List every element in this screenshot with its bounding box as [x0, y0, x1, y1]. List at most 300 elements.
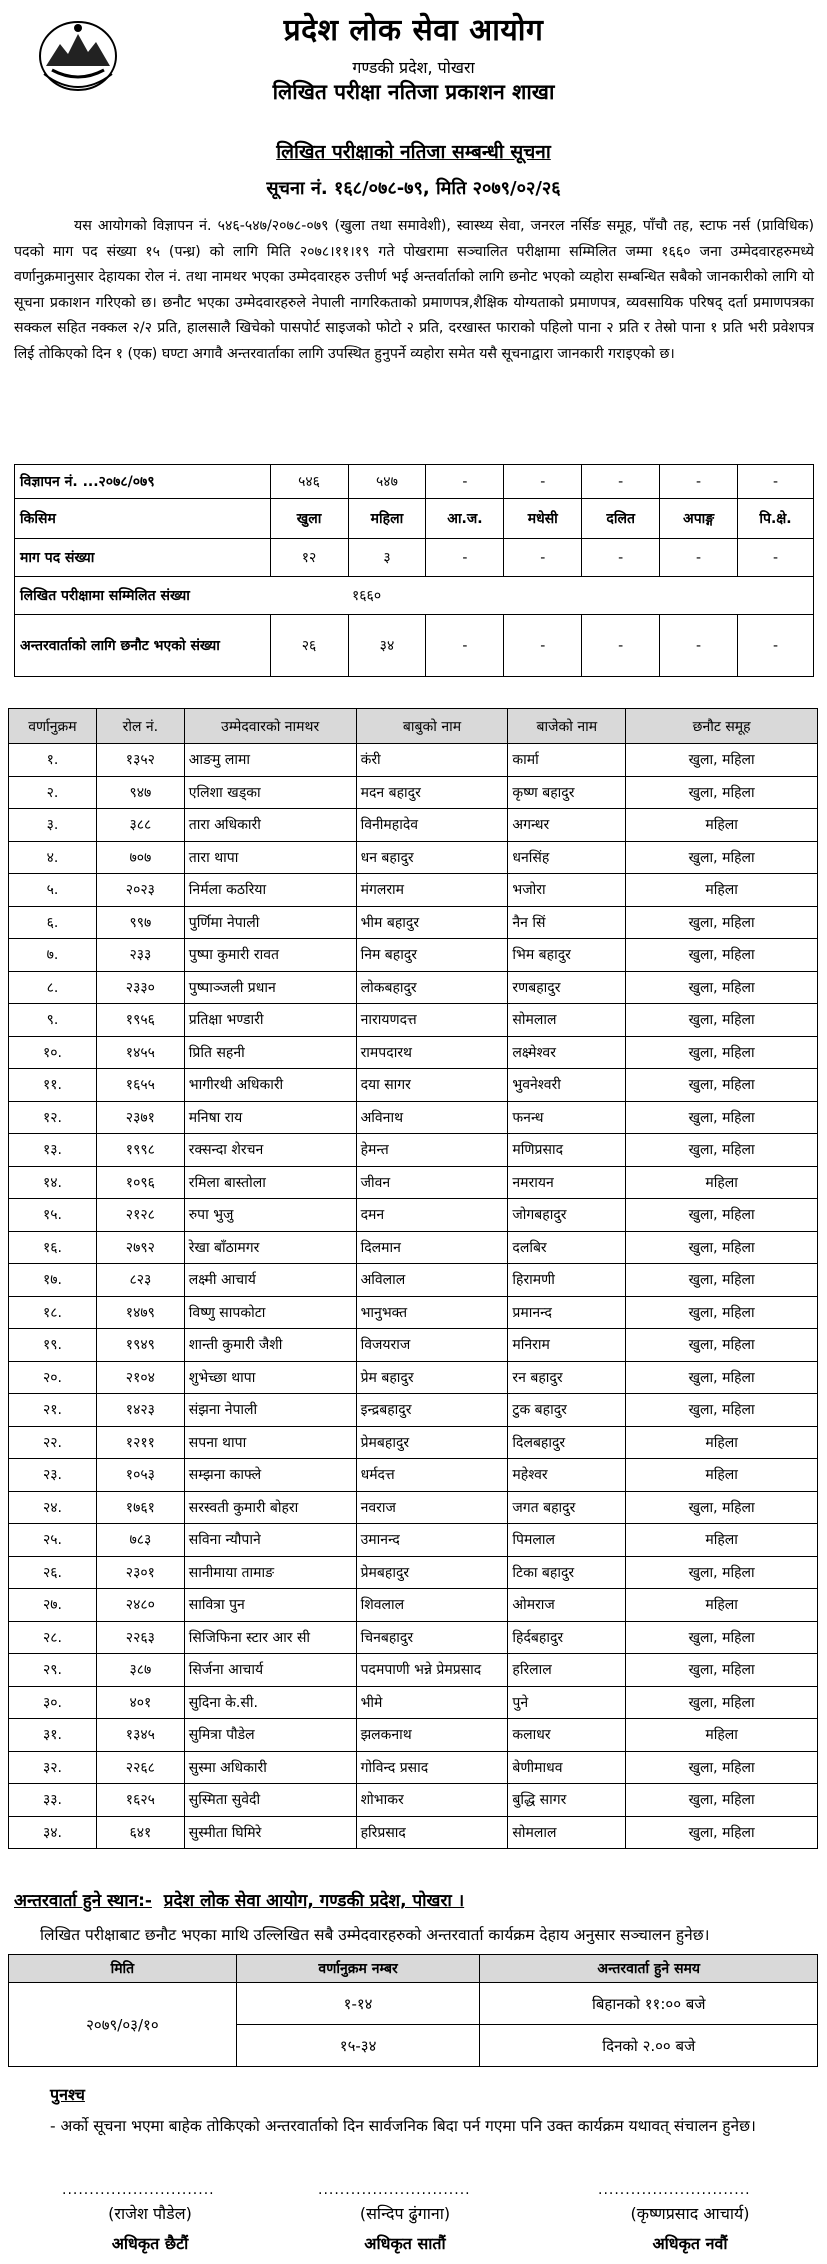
cell-name: सरस्वती कुमारी बोहरा — [184, 1491, 356, 1524]
cell-grandfather: कृष्ण बहादुर — [508, 776, 626, 809]
cell-serial: १९. — [9, 1329, 97, 1362]
summary-cell: - — [660, 539, 738, 577]
cell-name: तारा थापा — [184, 841, 356, 874]
cell-name: पुर्णिमा नेपाली — [184, 906, 356, 939]
cell-group: महिला — [626, 809, 818, 842]
cell-name: प्रतिक्षा भण्डारी — [184, 1004, 356, 1037]
cell-serial: २३. — [9, 1459, 97, 1492]
cell-roll: १६२५ — [96, 1784, 184, 1817]
cell-group: खुला, महिला — [626, 1394, 818, 1427]
cell-grandfather: दिलबहादुर — [508, 1426, 626, 1459]
cell-roll: १४७९ — [96, 1296, 184, 1329]
cell-roll: २३७१ — [96, 1101, 184, 1134]
schedule-header-row — [9, 1955, 818, 1983]
cell-roll: १९९८ — [96, 1134, 184, 1167]
cell-father: दया सागर — [356, 1069, 508, 1102]
summary-row-type — [15, 499, 814, 539]
cell-name: रुपा भुजु — [184, 1199, 356, 1232]
cell-grandfather: बुद्धि सागर — [508, 1784, 626, 1817]
summary-label: माग पद संख्या — [15, 539, 271, 577]
cell-roll: १०९६ — [96, 1166, 184, 1199]
cell-roll: १६५५ — [96, 1069, 184, 1102]
cell-roll: २०२३ — [96, 874, 184, 907]
cell-grandfather: लक्ष्मेश्वर — [508, 1036, 626, 1069]
cell-roll: ३८७ — [96, 1654, 184, 1687]
cell-group: खुला, महिला — [626, 906, 818, 939]
summary-cell: - — [738, 539, 814, 577]
col-header-roll: रोल नं. — [96, 709, 184, 744]
cell-group: खुला, महिला — [626, 1264, 818, 1297]
letterhead — [0, 0, 827, 104]
interview-venue — [14, 1888, 464, 1911]
signatory-post: अधिकृत सातौं — [364, 2234, 446, 2253]
cell-grandfather: भजोरा — [508, 874, 626, 907]
cell-name: भागीरथी अधिकारी — [184, 1069, 356, 1102]
summary-cell: ३ — [348, 539, 426, 577]
cell-group: खुला, महिला — [626, 1556, 818, 1589]
cell-group: खुला, महिला — [626, 1069, 818, 1102]
summary-cell: दलित — [582, 499, 660, 539]
org-title: प्रदेश लोक सेवा आयोग — [283, 13, 544, 48]
table-row — [9, 1199, 818, 1232]
cell-group: खुला, महिला — [626, 841, 818, 874]
table-row — [9, 776, 818, 809]
cell-group: महिला — [626, 1719, 818, 1752]
cell-name: पुष्पा कुमारी रावत — [184, 939, 356, 972]
table-row — [9, 1134, 818, 1167]
cell-serial: २५. — [9, 1524, 97, 1557]
cell-group: खुला, महिला — [626, 1101, 818, 1134]
cell-roll: १३५२ — [96, 744, 184, 777]
table-row — [9, 1329, 818, 1362]
cell-grandfather: रणबहादुर — [508, 971, 626, 1004]
cell-serial: २०. — [9, 1361, 97, 1394]
cell-father: दिलमान — [356, 1231, 508, 1264]
cell-grandfather: रन बहादुर — [508, 1361, 626, 1394]
summary-label: लिखित परीक्षामा सम्मिलित संख्या — [15, 577, 349, 615]
cell-serial: ३२. — [9, 1751, 97, 1784]
cell-name: सिजिफिना स्टार आर सी — [184, 1621, 356, 1654]
cell-group: खुला, महिला — [626, 1004, 818, 1037]
table-row — [9, 1524, 818, 1557]
cell-serial: २२. — [9, 1426, 97, 1459]
cell-grandfather: अगन्धर — [508, 809, 626, 842]
cell-grandfather: दलबिर — [508, 1231, 626, 1264]
table-row — [9, 1589, 818, 1622]
venue-label: अन्तरवार्ता हुने स्थान:- — [14, 1891, 152, 1911]
cell-group: महिला — [626, 1166, 818, 1199]
cell-name: मनिषा राय — [184, 1101, 356, 1134]
cell-father: भीम बहादुर — [356, 906, 508, 939]
table-row — [9, 1069, 818, 1102]
cell-grandfather: नैन सिं — [508, 906, 626, 939]
cell-roll: १४२३ — [96, 1394, 184, 1427]
col-header-group: छनौट समूह — [626, 709, 818, 744]
schedule-header-date: मिति — [9, 1955, 237, 1983]
cell-group: खुला, महिला — [626, 1361, 818, 1394]
cell-father: हरिप्रसाद — [356, 1816, 508, 1849]
cell-serial: ४. — [9, 841, 97, 874]
cell-name: प्रिति सहनी — [184, 1036, 356, 1069]
cell-grandfather: भुवनेश्वरी — [508, 1069, 626, 1102]
schedule-header-time: अन्तरवार्ता हुने समय — [480, 1955, 818, 1983]
table-row — [9, 1621, 818, 1654]
cell-group: खुला, महिला — [626, 776, 818, 809]
cell-grandfather: मनिराम — [508, 1329, 626, 1362]
cell-name: शान्ती कुमारी जैशी — [184, 1329, 356, 1362]
signatory-name: (राजेश पौडेल) — [108, 2204, 192, 2223]
summary-cell: ३४ — [348, 615, 426, 677]
summary-cell: आ.ज. — [426, 499, 504, 539]
cell-grandfather: टिका बहादुर — [508, 1556, 626, 1589]
summary-cell: खुला — [270, 499, 348, 539]
summary-label: अन्तरवार्ताको लागि छनौट भएको संख्या — [15, 615, 271, 677]
cell-grandfather: बेणीमाधव — [508, 1751, 626, 1784]
table-row — [9, 1491, 818, 1524]
cell-roll: २३३० — [96, 971, 184, 1004]
signature-line: ............................ — [318, 2182, 471, 2198]
cell-group: खुला, महिला — [626, 1621, 818, 1654]
cell-name: सविना न्यौपाने — [184, 1524, 356, 1557]
cell-grandfather: प्रमानन्द — [508, 1296, 626, 1329]
cell-father: धन बहादुर — [356, 841, 508, 874]
cell-grandfather: फनन्ध — [508, 1101, 626, 1134]
col-header-father: बाबुको नाम — [356, 709, 508, 744]
cell-serial: १३. — [9, 1134, 97, 1167]
col-header-name: उम्मेदवारको नामथर — [184, 709, 356, 744]
cell-name: सुस्मा अधिकारी — [184, 1751, 356, 1784]
cell-name: सपना थापा — [184, 1426, 356, 1459]
cell-father: रामपदारथ — [356, 1036, 508, 1069]
cell-grandfather: कलाधर — [508, 1719, 626, 1752]
org-subtitle: गण्डकी प्रदेश, पोखरा — [352, 58, 475, 77]
cell-name: सुस्मिता सुवेदी — [184, 1784, 356, 1817]
summary-cell: - — [582, 615, 660, 677]
cell-group: महिला — [626, 1524, 818, 1557]
cell-father: झलकनाथ — [356, 1719, 508, 1752]
cell-name: सुस्मीता घिमिरे — [184, 1816, 356, 1849]
cell-group: महिला — [626, 874, 818, 907]
cell-serial: ६. — [9, 906, 97, 939]
col-header-grandfather: बाजेको नाम — [508, 709, 626, 744]
cell-serial: ३४. — [9, 1816, 97, 1849]
table-row — [9, 1166, 818, 1199]
cell-roll: २२६८ — [96, 1751, 184, 1784]
schedule-row — [9, 1983, 818, 2025]
schedule-time: दिनको २.०० बजे — [480, 2025, 818, 2067]
schedule-header-serial: वर्णानुक्रम नम्बर — [236, 1955, 480, 1983]
cell-serial: २७. — [9, 1589, 97, 1622]
cell-group: महिला — [626, 1589, 818, 1622]
cell-father: शिवलाल — [356, 1589, 508, 1622]
summary-cell: - — [426, 539, 504, 577]
cell-father: विजयराज — [356, 1329, 508, 1362]
cell-father: मदन बहादुर — [356, 776, 508, 809]
cell-name: निर्मला कठरिया — [184, 874, 356, 907]
cell-father: शोभाकर — [356, 1784, 508, 1817]
cell-father: जीवन — [356, 1166, 508, 1199]
cell-roll: ७८३ — [96, 1524, 184, 1557]
cell-roll: १०५३ — [96, 1459, 184, 1492]
summary-cell: - — [504, 539, 582, 577]
schedule-serial: १-१४ — [236, 1983, 480, 2025]
cell-grandfather: ओमराज — [508, 1589, 626, 1622]
summary-cell: - — [504, 465, 582, 499]
cell-grandfather: टुक बहादुर — [508, 1394, 626, 1427]
cell-father: विनीमहादेव — [356, 809, 508, 842]
summary-cell: - — [738, 615, 814, 677]
summary-cell: - — [426, 615, 504, 677]
cell-father: चिनबहादुर — [356, 1621, 508, 1654]
venue-place: प्रदेश लोक सेवा आयोग, गण्डकी प्रदेश, पोखरा । — [163, 1891, 465, 1911]
table-row — [9, 809, 818, 842]
cell-serial: १५. — [9, 1199, 97, 1232]
cell-grandfather: जगत बहादुर — [508, 1491, 626, 1524]
table-row — [9, 1264, 818, 1297]
cell-group: खुला, महिला — [626, 1816, 818, 1849]
cell-name: रमिला बास्तोला — [184, 1166, 356, 1199]
cell-father: प्रेमबहादुर — [356, 1556, 508, 1589]
cell-grandfather: जोगबहादुर — [508, 1199, 626, 1232]
summary-cell: - — [426, 465, 504, 499]
cell-roll: २७९२ — [96, 1231, 184, 1264]
cell-name: रेखा बाँठामगर — [184, 1231, 356, 1264]
cell-name: शुभेच्छा थापा — [184, 1361, 356, 1394]
cell-serial: १. — [9, 744, 97, 777]
table-row — [9, 1686, 818, 1719]
cell-roll: ३८८ — [96, 809, 184, 842]
cell-roll: २३०१ — [96, 1556, 184, 1589]
cell-father: अविलाल — [356, 1264, 508, 1297]
cell-grandfather: सोमलाल — [508, 1004, 626, 1037]
cell-group: खुला, महिला — [626, 971, 818, 1004]
table-row — [9, 1459, 818, 1492]
cell-father: लोकबहादुर — [356, 971, 508, 1004]
cell-name: एलिशा खड्का — [184, 776, 356, 809]
notice-title: लिखित परीक्षाको नतिजा सम्बन्धी सूचना — [276, 141, 551, 163]
cell-father: भानुभक्त — [356, 1296, 508, 1329]
cell-serial: ५. — [9, 874, 97, 907]
cell-serial: १७. — [9, 1264, 97, 1297]
notice-body: यस आयोगको विज्ञापन नं. ५४६-५४७/२०७८-०७९ (खुला तथा समावेशी), स्वास्थ्य सेवा, जनरल नर्सिङ समूह, पाँचौ तह, स्टाफ नर्स (प्राविधिक) पदको माग पद संख्या १५ (पन्ध्र) को लागि मिति २०७८।११।१९ गते पोखरामा सञ्चालित परीक्षामा सम्मिलित जम्मा १६६० जना उम्मेदवारहरुमध्ये वर्णानुक्रमानुसार देहायका रोल नं. तथा नामथर भएका उम्मेदवारहरु उत्तीर्ण भई अन्तर्वार्ताको लागि छनोट भएको व्यहोरा सम्बन्धित सबैको जानकारीको लागि यो सूचना प्रकाशन गरिएको छ। छनौट भएका उम्मेदवारहरुले नेपाली नागरिकताको प्रमाणपत्र,शैक्षिक योग्यताको प्रमाणपत्र, व्यवसायिक परिषद् दर्ता प्रमाणपत्रका सक्कल सहित नक्कल २/२ प्रति, हालसालै खिचेको पासपोर्ट साइजको फोटो २ प्रति, दरखास्त फाराको पहिलो पाना २ प्रति र तेस्रो पाना १ प्रति भरी प्रवेशपत्र लिई तोकिएको दिन १ (एक) घण्टा अगावै अन्तरवार्ताका लागि उपस्थित हुनुपर्ने व्यहोरा समेत यसै सूचनाद्वारा जानकारी गराइएको छ। — [14, 218, 814, 362]
summary-label: किसिम — [15, 499, 271, 539]
cell-roll: ७०७ — [96, 841, 184, 874]
summary-cell: - — [504, 615, 582, 677]
table-row — [9, 1036, 818, 1069]
table-row — [9, 1719, 818, 1752]
cell-roll: ९४७ — [96, 776, 184, 809]
cell-group: खुला, महिला — [626, 1329, 818, 1362]
results-header-row — [9, 709, 818, 744]
cell-roll: २४८० — [96, 1589, 184, 1622]
cell-father: निम बहादुर — [356, 939, 508, 972]
cell-serial: १८. — [9, 1296, 97, 1329]
summary-cell: ५४७ — [348, 465, 426, 499]
summary-cell: अपाङ्ग — [660, 499, 738, 539]
cell-serial: ७. — [9, 939, 97, 972]
table-row — [9, 971, 818, 1004]
summary-cell: - — [582, 465, 660, 499]
table-row — [9, 744, 818, 777]
signatory-post: अधिकृत नवौं — [652, 2234, 728, 2253]
cell-serial: ११. — [9, 1069, 97, 1102]
summary-cell: २६ — [270, 615, 348, 677]
cell-serial: २१. — [9, 1394, 97, 1427]
cell-grandfather: पुने — [508, 1686, 626, 1719]
cell-group: खुला, महिला — [626, 939, 818, 972]
cell-name: तारा अधिकारी — [184, 809, 356, 842]
cell-serial: ३०. — [9, 1686, 97, 1719]
results-table — [8, 708, 818, 1849]
cell-group: खुला, महिला — [626, 1686, 818, 1719]
summary-cell: - — [582, 539, 660, 577]
cell-roll: २१०४ — [96, 1361, 184, 1394]
cell-father: पदमपाणी भन्ने प्रेमप्रसाद — [356, 1654, 508, 1687]
summary-row-demand — [15, 539, 814, 577]
cell-group: खुला, महिला — [626, 1231, 818, 1264]
cell-serial: १०. — [9, 1036, 97, 1069]
schedule-serial: १५-३४ — [236, 2025, 480, 2067]
cell-name: विष्णु सापकोटा — [184, 1296, 356, 1329]
cell-serial: ३१. — [9, 1719, 97, 1752]
cell-group: खुला, महिला — [626, 1784, 818, 1817]
cell-father: कंरी — [356, 744, 508, 777]
cell-serial: ३. — [9, 809, 97, 842]
cell-group: खुला, महिला — [626, 1296, 818, 1329]
cell-father: नारायणदत्त — [356, 1004, 508, 1037]
table-row — [9, 841, 818, 874]
table-row — [9, 1296, 818, 1329]
summary-cell: - — [660, 465, 738, 499]
cell-grandfather: धनसिंह — [508, 841, 626, 874]
schedule-date: २०७९/०३/१० — [9, 1983, 237, 2067]
cell-grandfather: पिमलाल — [508, 1524, 626, 1557]
cell-roll: १३४५ — [96, 1719, 184, 1752]
signatory-post: अधिकृत छैटौं — [111, 2234, 189, 2253]
cell-father: मंगलराम — [356, 874, 508, 907]
cell-serial: १६. — [9, 1231, 97, 1264]
signatory-name: (कृष्णप्रसाद आचार्य) — [630, 2204, 750, 2223]
cell-name: सावित्रा पुन — [184, 1589, 356, 1622]
notice-number: सूचना नं. १६८/०७८-७९, मिति २०७९/०२/२६ — [266, 178, 561, 199]
cell-father: अविनाथ — [356, 1101, 508, 1134]
org-branch: लिखित परीक्षा नतिजा प्रकाशन शाखा — [272, 80, 555, 104]
cell-group: खुला, महिला — [626, 1654, 818, 1687]
cell-serial: २८. — [9, 1621, 97, 1654]
cell-roll: ९९७ — [96, 906, 184, 939]
cell-group: महिला — [626, 1426, 818, 1459]
cell-roll: २३३ — [96, 939, 184, 972]
cell-grandfather: हिर्दबहादुर — [508, 1621, 626, 1654]
table-row — [9, 874, 818, 907]
cell-serial: ३३. — [9, 1784, 97, 1817]
table-row — [9, 1784, 818, 1817]
table-row — [9, 1751, 818, 1784]
postscript-text: - अर्को सूचना भएमा बाहेक तोकिएको अन्तरवार्ताको दिन सार्वजनिक बिदा पर्न गएमा पनि उक्त कार्यक्रम यथावत् संचालन हुनेछ। — [50, 2117, 756, 2135]
cell-name: सुमित्रा पौडेल — [184, 1719, 356, 1752]
cell-name: लक्ष्मी आचार्य — [184, 1264, 356, 1297]
table-row — [9, 1654, 818, 1687]
col-header-serial: वर्णानुक्रम — [9, 709, 97, 744]
signature-line: ............................ — [598, 2182, 751, 2198]
table-row — [9, 1394, 818, 1427]
table-row — [9, 1426, 818, 1459]
cell-father: धर्मदत्त — [356, 1459, 508, 1492]
cell-father: गोविन्द प्रसाद — [356, 1751, 508, 1784]
cell-grandfather: महेश्वर — [508, 1459, 626, 1492]
cell-roll: २१२८ — [96, 1199, 184, 1232]
cell-father: नवराज — [356, 1491, 508, 1524]
vacancy-summary-table — [14, 464, 814, 677]
cell-group: खुला, महिला — [626, 1134, 818, 1167]
cell-name: सिर्जना आचार्य — [184, 1654, 356, 1687]
summary-appeared-count: १६६० — [348, 577, 814, 615]
cell-grandfather: भिम बहादुर — [508, 939, 626, 972]
summary-cell: १२ — [270, 539, 348, 577]
cell-grandfather: हरिलाल — [508, 1654, 626, 1687]
cell-group: खुला, महिला — [626, 1751, 818, 1784]
cell-name: संझना नेपाली — [184, 1394, 356, 1427]
cell-roll: १९४९ — [96, 1329, 184, 1362]
cell-roll: ६४१ — [96, 1816, 184, 1849]
cell-father: इन्द्रबहादुर — [356, 1394, 508, 1427]
cell-name: रक्सन्दा शेरचन — [184, 1134, 356, 1167]
table-row — [9, 1101, 818, 1134]
cell-group: खुला, महिला — [626, 744, 818, 777]
summary-label: विज्ञापन नं. ...२०७८/०७९ — [15, 465, 271, 499]
cell-group: महिला — [626, 1459, 818, 1492]
cell-name: पुष्पाञ्जली प्रधान — [184, 971, 356, 1004]
cell-roll: ८२३ — [96, 1264, 184, 1297]
table-row — [9, 939, 818, 972]
cell-father: हेमन्त — [356, 1134, 508, 1167]
signature-line: ............................ — [62, 2182, 215, 2198]
cell-name: सम्झना काफ्ले — [184, 1459, 356, 1492]
cell-roll: १९५६ — [96, 1004, 184, 1037]
cell-serial: २. — [9, 776, 97, 809]
cell-grandfather: हिरामणी — [508, 1264, 626, 1297]
cell-serial: ९. — [9, 1004, 97, 1037]
summary-cell: - — [660, 615, 738, 677]
cell-father: भीमे — [356, 1686, 508, 1719]
cell-roll: १४५५ — [96, 1036, 184, 1069]
cell-grandfather: नमरायन — [508, 1166, 626, 1199]
cell-serial: २६. — [9, 1556, 97, 1589]
summary-row-selected — [15, 615, 814, 677]
cell-serial: २४. — [9, 1491, 97, 1524]
cell-grandfather: कार्मा — [508, 744, 626, 777]
table-row — [9, 1816, 818, 1849]
cell-group: खुला, महिला — [626, 1199, 818, 1232]
cell-roll: १२११ — [96, 1426, 184, 1459]
cell-group: खुला, महिला — [626, 1036, 818, 1069]
cell-serial: १२. — [9, 1101, 97, 1134]
summary-row-advert — [15, 465, 814, 499]
table-row — [9, 1361, 818, 1394]
summary-cell: ५४६ — [270, 465, 348, 499]
table-row — [9, 1231, 818, 1264]
summary-cell: महिला — [348, 499, 426, 539]
summary-cell: पि.क्षे. — [738, 499, 814, 539]
cell-father: उमानन्द — [356, 1524, 508, 1557]
cell-father: दमन — [356, 1199, 508, 1232]
cell-serial: ८. — [9, 971, 97, 1004]
signatory-name: (सन्दिप ढुंगाना) — [359, 2204, 451, 2223]
postscript-title: पुनश्च — [50, 2085, 85, 2104]
cell-roll: २२६३ — [96, 1621, 184, 1654]
cell-father: प्रेम बहादुर — [356, 1361, 508, 1394]
cell-grandfather: सोमलाल — [508, 1816, 626, 1849]
